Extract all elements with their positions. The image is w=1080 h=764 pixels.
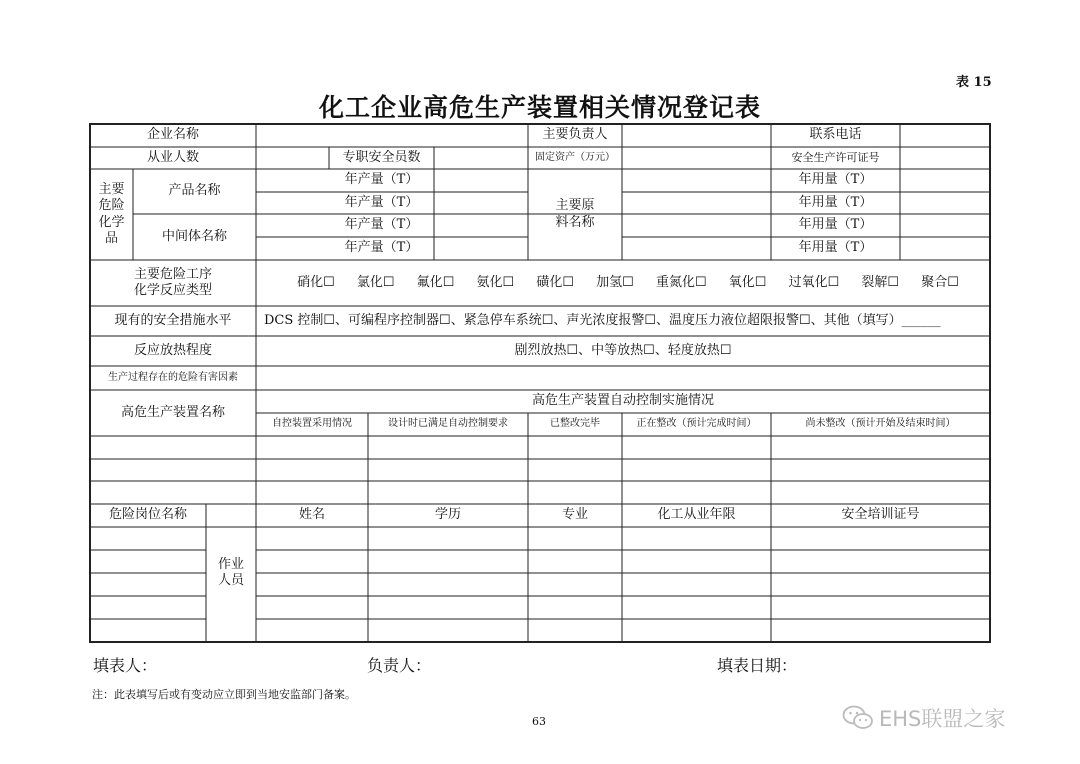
reaction-option-hydrogenation[interactable]: 加氢☐ bbox=[596, 274, 634, 290]
personnel-col-name: 姓名 bbox=[298, 507, 325, 523]
personnel-col-major: 专业 bbox=[561, 507, 588, 523]
heat-release-options[interactable]: 剧烈放热☐、中等放热☐、轻度放热☐ bbox=[514, 342, 732, 358]
reaction-option-chlorination[interactable]: 氯化☐ bbox=[356, 274, 395, 290]
page-number: 63 bbox=[532, 715, 546, 728]
fill-date-label: 填表日期： bbox=[717, 656, 798, 675]
safety-staff-label: 专职安全员数 bbox=[342, 149, 421, 165]
fixed-assets-label: 固定资产（万元） bbox=[535, 151, 615, 163]
wechat-icon bbox=[842, 704, 874, 732]
phone-label: 联系电话 bbox=[809, 127, 862, 143]
reaction-option-amination[interactable]: 氨化☐ bbox=[476, 274, 515, 290]
responsible-label: 负责人： bbox=[367, 656, 432, 675]
reaction-option-fluorination[interactable]: 氟化☐ bbox=[416, 274, 455, 290]
annual-usage-label: 年用量（T） bbox=[798, 217, 873, 233]
auto-control-col-in-progress: 正在整改（预计完成时间） bbox=[636, 418, 757, 430]
principal-label: 主要负责人 bbox=[542, 127, 608, 143]
employees-label: 从业人数 bbox=[146, 149, 199, 165]
product-name-label: 产品名称 bbox=[168, 183, 221, 199]
enterprise-name-label: 企业名称 bbox=[146, 127, 199, 143]
hazardous-post-label: 危险岗位名称 bbox=[108, 507, 187, 523]
reaction-option-nitration[interactable]: 硝化☐ bbox=[297, 274, 335, 290]
annual-output-label: 年产量（T） bbox=[344, 217, 419, 233]
annual-output-label: 年产量（T） bbox=[344, 240, 419, 256]
personnel-col-training-cert: 安全培训证号 bbox=[841, 507, 920, 523]
annual-usage-label: 年用量（T） bbox=[798, 172, 873, 188]
reaction-option-diazotization[interactable]: 重氮化☐ bbox=[655, 274, 707, 290]
reaction-option-peroxidation[interactable]: 过氧化☐ bbox=[788, 274, 840, 290]
reaction-type-label: 主要危险工序 化学反应类型 bbox=[133, 266, 212, 298]
reaction-options bbox=[256, 260, 990, 306]
hazard-factors-label: 生产过程存在的危险有害因素 bbox=[108, 371, 238, 383]
reaction-option-sulfonation[interactable]: 磺化☐ bbox=[536, 274, 574, 290]
annual-usage-label: 年用量（T） bbox=[798, 194, 873, 210]
main-raw-material-label: 主要原 料名称 bbox=[555, 198, 595, 230]
device-name-label: 高危生产装置名称 bbox=[120, 404, 225, 420]
reaction-option-cracking[interactable]: 裂解☐ bbox=[861, 274, 900, 290]
form-title: 化工企业高危生产装置相关情况登记表 bbox=[318, 93, 761, 122]
watermark-text: EHS联盟之家 bbox=[879, 707, 1006, 731]
safety-measures-options[interactable]: DCS 控制☐、可编程序控制器☐、紧急停车系统☐、声光浓度报警☐、温度压力液位超限报警☐、其他（填写）______ bbox=[264, 312, 941, 328]
license-label: 安全生产许可证号 bbox=[791, 151, 880, 165]
table-number: 表 15 bbox=[956, 75, 992, 90]
auto-control-col-met-design: 设计时已满足自动控制要求 bbox=[388, 418, 508, 430]
heat-release-label: 反应放热程度 bbox=[133, 342, 212, 358]
reaction-option-oxidation[interactable]: 氧化☐ bbox=[728, 274, 767, 290]
auto-control-col-not-started: 尚未整改（预计开始及结束时间） bbox=[805, 418, 956, 430]
reaction-option-polymerization[interactable]: 聚合☐ bbox=[921, 274, 959, 290]
auto-control-col-adopted: 自控装置采用情况 bbox=[272, 418, 352, 430]
personnel-col-education: 学历 bbox=[434, 507, 461, 523]
auto-control-header: 高危生产装置自动控制实施情况 bbox=[531, 393, 714, 409]
annual-output-label: 年产量（T） bbox=[344, 194, 419, 210]
personnel-col-years: 化工从业年限 bbox=[657, 507, 736, 523]
watermark bbox=[842, 703, 1005, 733]
safety-measures-label: 现有的安全措施水平 bbox=[114, 312, 232, 328]
annual-usage-label: 年用量（T） bbox=[798, 240, 873, 256]
filing-note: 注：此表填写后或有变动应立即到当地安监部门备案。 bbox=[92, 688, 356, 701]
intermediate-name-label: 中间体名称 bbox=[161, 228, 227, 244]
annual-output-label: 年产量（T） bbox=[344, 172, 419, 188]
main-hazardous-chemicals-label: 主要 危险 化学 品 bbox=[98, 182, 125, 246]
auto-control-col-rectified: 已整改完毕 bbox=[550, 418, 600, 430]
operators-label: 作业 人员 bbox=[217, 556, 244, 588]
filler-label: 填表人： bbox=[93, 656, 158, 675]
